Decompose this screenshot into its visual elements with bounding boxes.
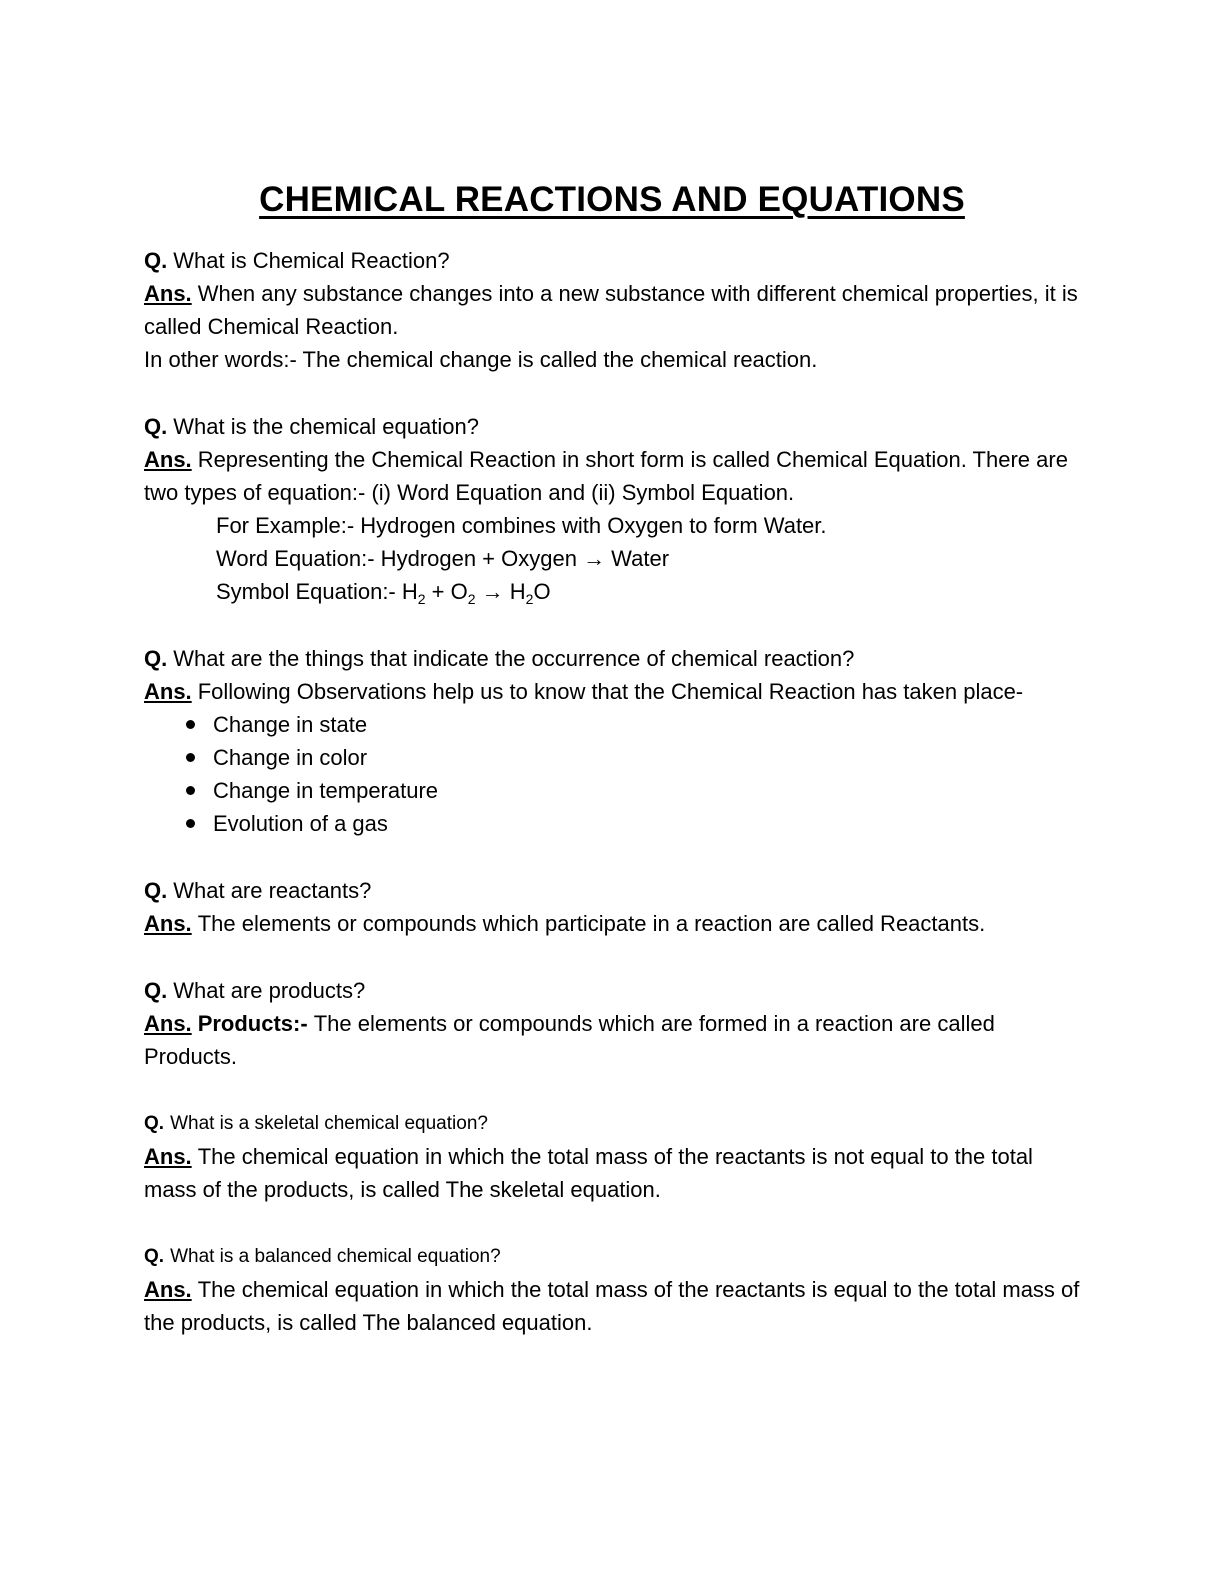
question-label: Q.	[144, 248, 168, 273]
question-label: Q.	[144, 1113, 165, 1134]
question-line	[144, 1107, 1080, 1140]
question-label: Q.	[144, 1246, 165, 1267]
page-title: CHEMICAL REACTIONS AND EQUATIONS	[259, 180, 965, 219]
answer-line	[144, 277, 1080, 343]
bullet-text: Change in state	[213, 712, 368, 737]
indicator-list	[144, 708, 1080, 840]
symbol-equation-line	[216, 575, 1080, 608]
answer-line	[144, 1273, 1080, 1339]
answer-text: Representing the Chemical Reaction in short form is called Chemical Equation. There are two types of equation:- (i) Word Equation and (ii) Symbol Equation.	[144, 447, 1068, 505]
answer-line	[144, 675, 1080, 708]
subscript: 2	[525, 591, 534, 607]
qa-block-skeletal-equation	[144, 1107, 1080, 1206]
bullet-item	[144, 741, 1080, 774]
question-label: Q.	[144, 646, 168, 671]
qa-block-chemical-equation	[144, 410, 1080, 608]
answer-line	[144, 907, 1080, 940]
subscript: 2	[467, 591, 476, 607]
answer-note: In other words:- The chemical change is called the chemical reaction.	[144, 347, 818, 372]
question-text: What is a skeletal chemical equation?	[170, 1113, 488, 1134]
answer-text: The elements or compounds which are formed in a reaction are called Products.	[144, 1011, 995, 1069]
question-text: What are reactants?	[173, 878, 372, 903]
answer-label: Ans.	[144, 1277, 192, 1302]
bullet-item	[144, 807, 1080, 840]
question-text: What is Chemical Reaction?	[173, 248, 450, 273]
question-text: What is a balanced chemical equation?	[170, 1246, 501, 1267]
qa-block-reactants	[144, 874, 1080, 940]
question-label: Q.	[144, 878, 168, 903]
bullet-text: Change in temperature	[213, 778, 439, 803]
question-line	[144, 874, 1080, 907]
question-line	[144, 410, 1080, 443]
question-line	[144, 642, 1080, 675]
answer-line	[144, 1007, 1080, 1073]
qa-block-chemical-reaction	[144, 244, 1080, 376]
bullet-text: Evolution of a gas	[213, 811, 388, 836]
question-line	[144, 1240, 1080, 1273]
question-line	[144, 974, 1080, 1007]
equation-segment: O	[533, 579, 551, 604]
answer-label: Ans.	[144, 679, 192, 704]
example-line: For Example:- Hydrogen combines with Oxygen to form Water.	[216, 513, 827, 538]
answer-bold-lead: Products:-	[197, 1011, 308, 1036]
answer-line	[144, 443, 1080, 509]
question-text: What is the chemical equation?	[173, 414, 479, 439]
question-line	[144, 244, 1080, 277]
answer-text: The chemical equation in which the total mass of the reactants is not equal to the total mass of the products, is called The skeletal equation.	[144, 1144, 1033, 1202]
answer-line	[144, 1140, 1080, 1206]
question-text: What are the things that indicate the occurrence of chemical reaction?	[173, 646, 855, 671]
question-label: Q.	[144, 414, 168, 439]
word-equation-line: Word Equation:- Hydrogen + Oxygen → Water	[216, 546, 670, 571]
answer-text: Following Observations help us to know that the Chemical Reaction has taken place-	[197, 679, 1024, 704]
qa-block-reaction-indicators	[144, 642, 1080, 840]
answer-label: Ans.	[144, 1144, 192, 1169]
qa-block-products	[144, 974, 1080, 1073]
question-text: What are products?	[173, 978, 366, 1003]
answer-text: The chemical equation in which the total mass of the reactants is equal to the total mass of the products, is called The balanced equation.	[144, 1277, 1080, 1335]
qa-block-balanced-equation	[144, 1240, 1080, 1339]
bullet-item	[144, 774, 1080, 807]
bullet-item	[144, 708, 1080, 741]
equation-segment: + O	[425, 579, 468, 604]
answer-label: Ans.	[144, 281, 192, 306]
bullet-text: Change in color	[213, 745, 368, 770]
question-label: Q.	[144, 978, 168, 1003]
answer-label: Ans.	[144, 911, 192, 936]
equation-segment: → H	[475, 579, 526, 604]
answer-label: Ans.	[144, 447, 192, 472]
answer-text: The elements or compounds which participate in a reaction are called Reactants.	[197, 911, 986, 936]
answer-text: When any substance changes into a new substance with different chemical properties, it is called Chemical Reaction.	[144, 281, 1078, 339]
answer-label: Ans.	[144, 1011, 192, 1036]
equation-segment: Symbol Equation:- H	[216, 579, 418, 604]
subscript: 2	[417, 591, 426, 607]
